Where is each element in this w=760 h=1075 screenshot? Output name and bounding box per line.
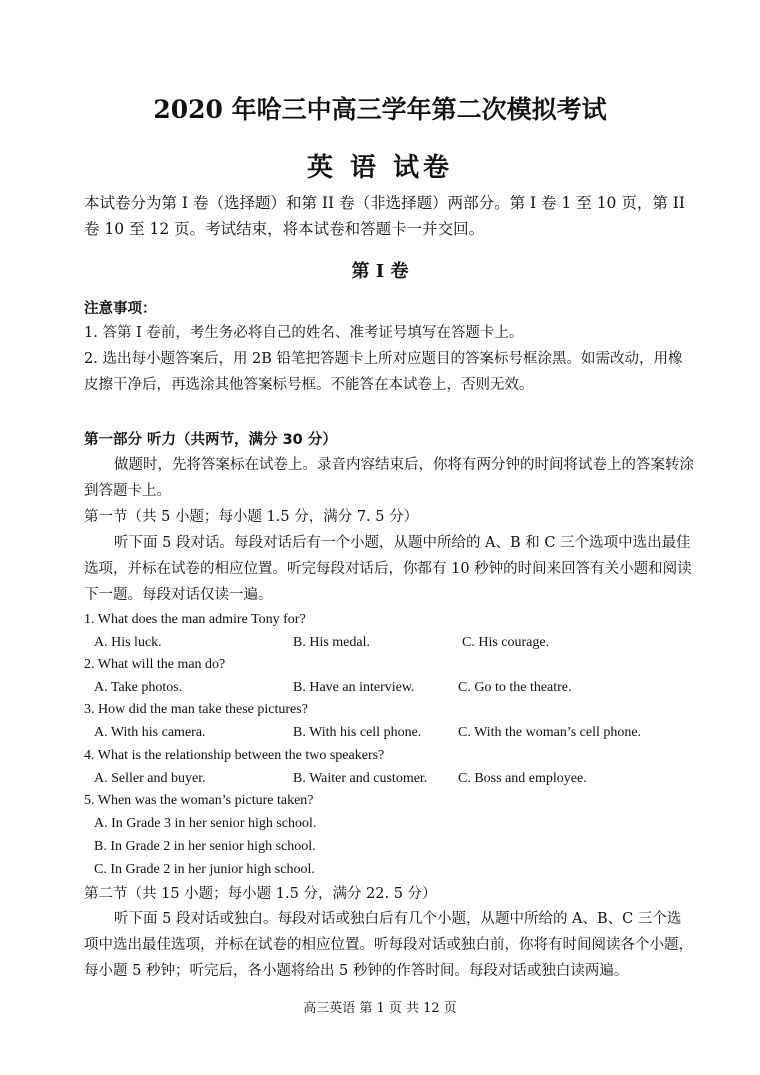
notice-item-2: 2. 选出每小题答案后，用 2B 铅笔把答题卡上所对应题目的答案标号框涂黑。如需改动，用橡皮擦干净后，再选涂其他答案标号框。不能答在本试卷上，否则无效。 bbox=[84, 351, 683, 393]
question-option: C. In Grade 2 in her junior high school. bbox=[94, 862, 315, 877]
page-footer: 高三英语 第 1 页 共 12 页 bbox=[303, 1001, 457, 1016]
volume-title: 第 I 卷 bbox=[351, 261, 409, 282]
notice-heading: 注意事项： bbox=[84, 301, 157, 317]
question-stem: 2. What will the man do? bbox=[84, 657, 226, 672]
part1-heading: 第一部分 听力（共两节，满分 30 分） bbox=[84, 432, 337, 448]
question-option: B. With his cell phone. bbox=[293, 725, 422, 740]
question-option: C. Boss and employee. bbox=[458, 771, 587, 786]
question-stem: 5. When was the woman’s picture taken? bbox=[84, 793, 314, 808]
exam-title: 2020 年哈三中高三学年第二次模拟考试 bbox=[153, 95, 607, 124]
question-option: B. His medal. bbox=[293, 635, 370, 650]
question-option: A. Take photos. bbox=[94, 680, 183, 695]
question-option: A. With his camera. bbox=[94, 725, 206, 740]
question-option: C. Go to the theatre. bbox=[458, 680, 572, 695]
section2-heading: 第二节（共 15 小题；每小题 1.5 分，满分 22. 5 分） bbox=[84, 886, 437, 902]
question-option: B. Have an interview. bbox=[293, 680, 415, 695]
section1-heading: 第一节（共 5 小题；每小题 1.5 分，满分 7. 5 分） bbox=[84, 509, 419, 525]
question-stem: 1. What does the man admire Tony for? bbox=[84, 612, 306, 627]
question-option: A. Seller and buyer. bbox=[94, 771, 206, 786]
question-option: C. With the woman’s cell phone. bbox=[458, 725, 642, 740]
question-option: A. His luck. bbox=[94, 635, 162, 650]
part1-instructions: 做题时，先将答案标在试卷上。录音内容结束后，你将有两分钟的时间将试卷上的答案转涂到答题卡上。 bbox=[84, 457, 694, 499]
section1-instructions: 听下面 5 段对话。每段对话后有一个小题，从题中所给的 A、B 和 C 三个选项中选出最佳选项，并标在试卷的相应位置。听完每段对话后，你都有 10 秒钟的时间来回答有关小题和阅读下一题。每段对话仅读一遍。 bbox=[84, 535, 692, 603]
question-option: C. His courage. bbox=[462, 635, 550, 650]
question-stem: 3. How did the man take these pictures? bbox=[84, 702, 308, 717]
section2-instructions: 听下面 5 段对话或独白。每段对话或独白后有几个小题，从题中所给的 A、B、C 三个选项中选出最佳选项，并标在试卷的相应位置。听每段对话或独白前，你将有时间阅读各个小题，每小题 5 秒钟；听完后，各小题将给出 5 秒钟的作答时间。每段对话或独白读两遍。 bbox=[84, 911, 693, 979]
question-option: A. In Grade 3 in her senior high school. bbox=[94, 816, 317, 831]
notice-item-1: 1. 答第 I 卷前，考生务必将自己的姓名、准考证号填写在答题卡上。 bbox=[84, 325, 524, 341]
intro-paragraph: 本试卷分为第 I 卷（选择题）和第 II 卷（非选择题）两部分。第 I 卷 1 至 10 页，第 II 卷 10 至 12 页。考试结束，将本试卷和答题卡一并交回。 bbox=[84, 194, 686, 238]
question-option: B. In Grade 2 in her senior high school. bbox=[94, 839, 316, 854]
exam-subtitle: 英 语 试卷 bbox=[306, 153, 454, 183]
question-stem: 4. What is the relationship between the two speakers? bbox=[84, 748, 385, 763]
question-option: B. Waiter and customer. bbox=[293, 771, 428, 786]
